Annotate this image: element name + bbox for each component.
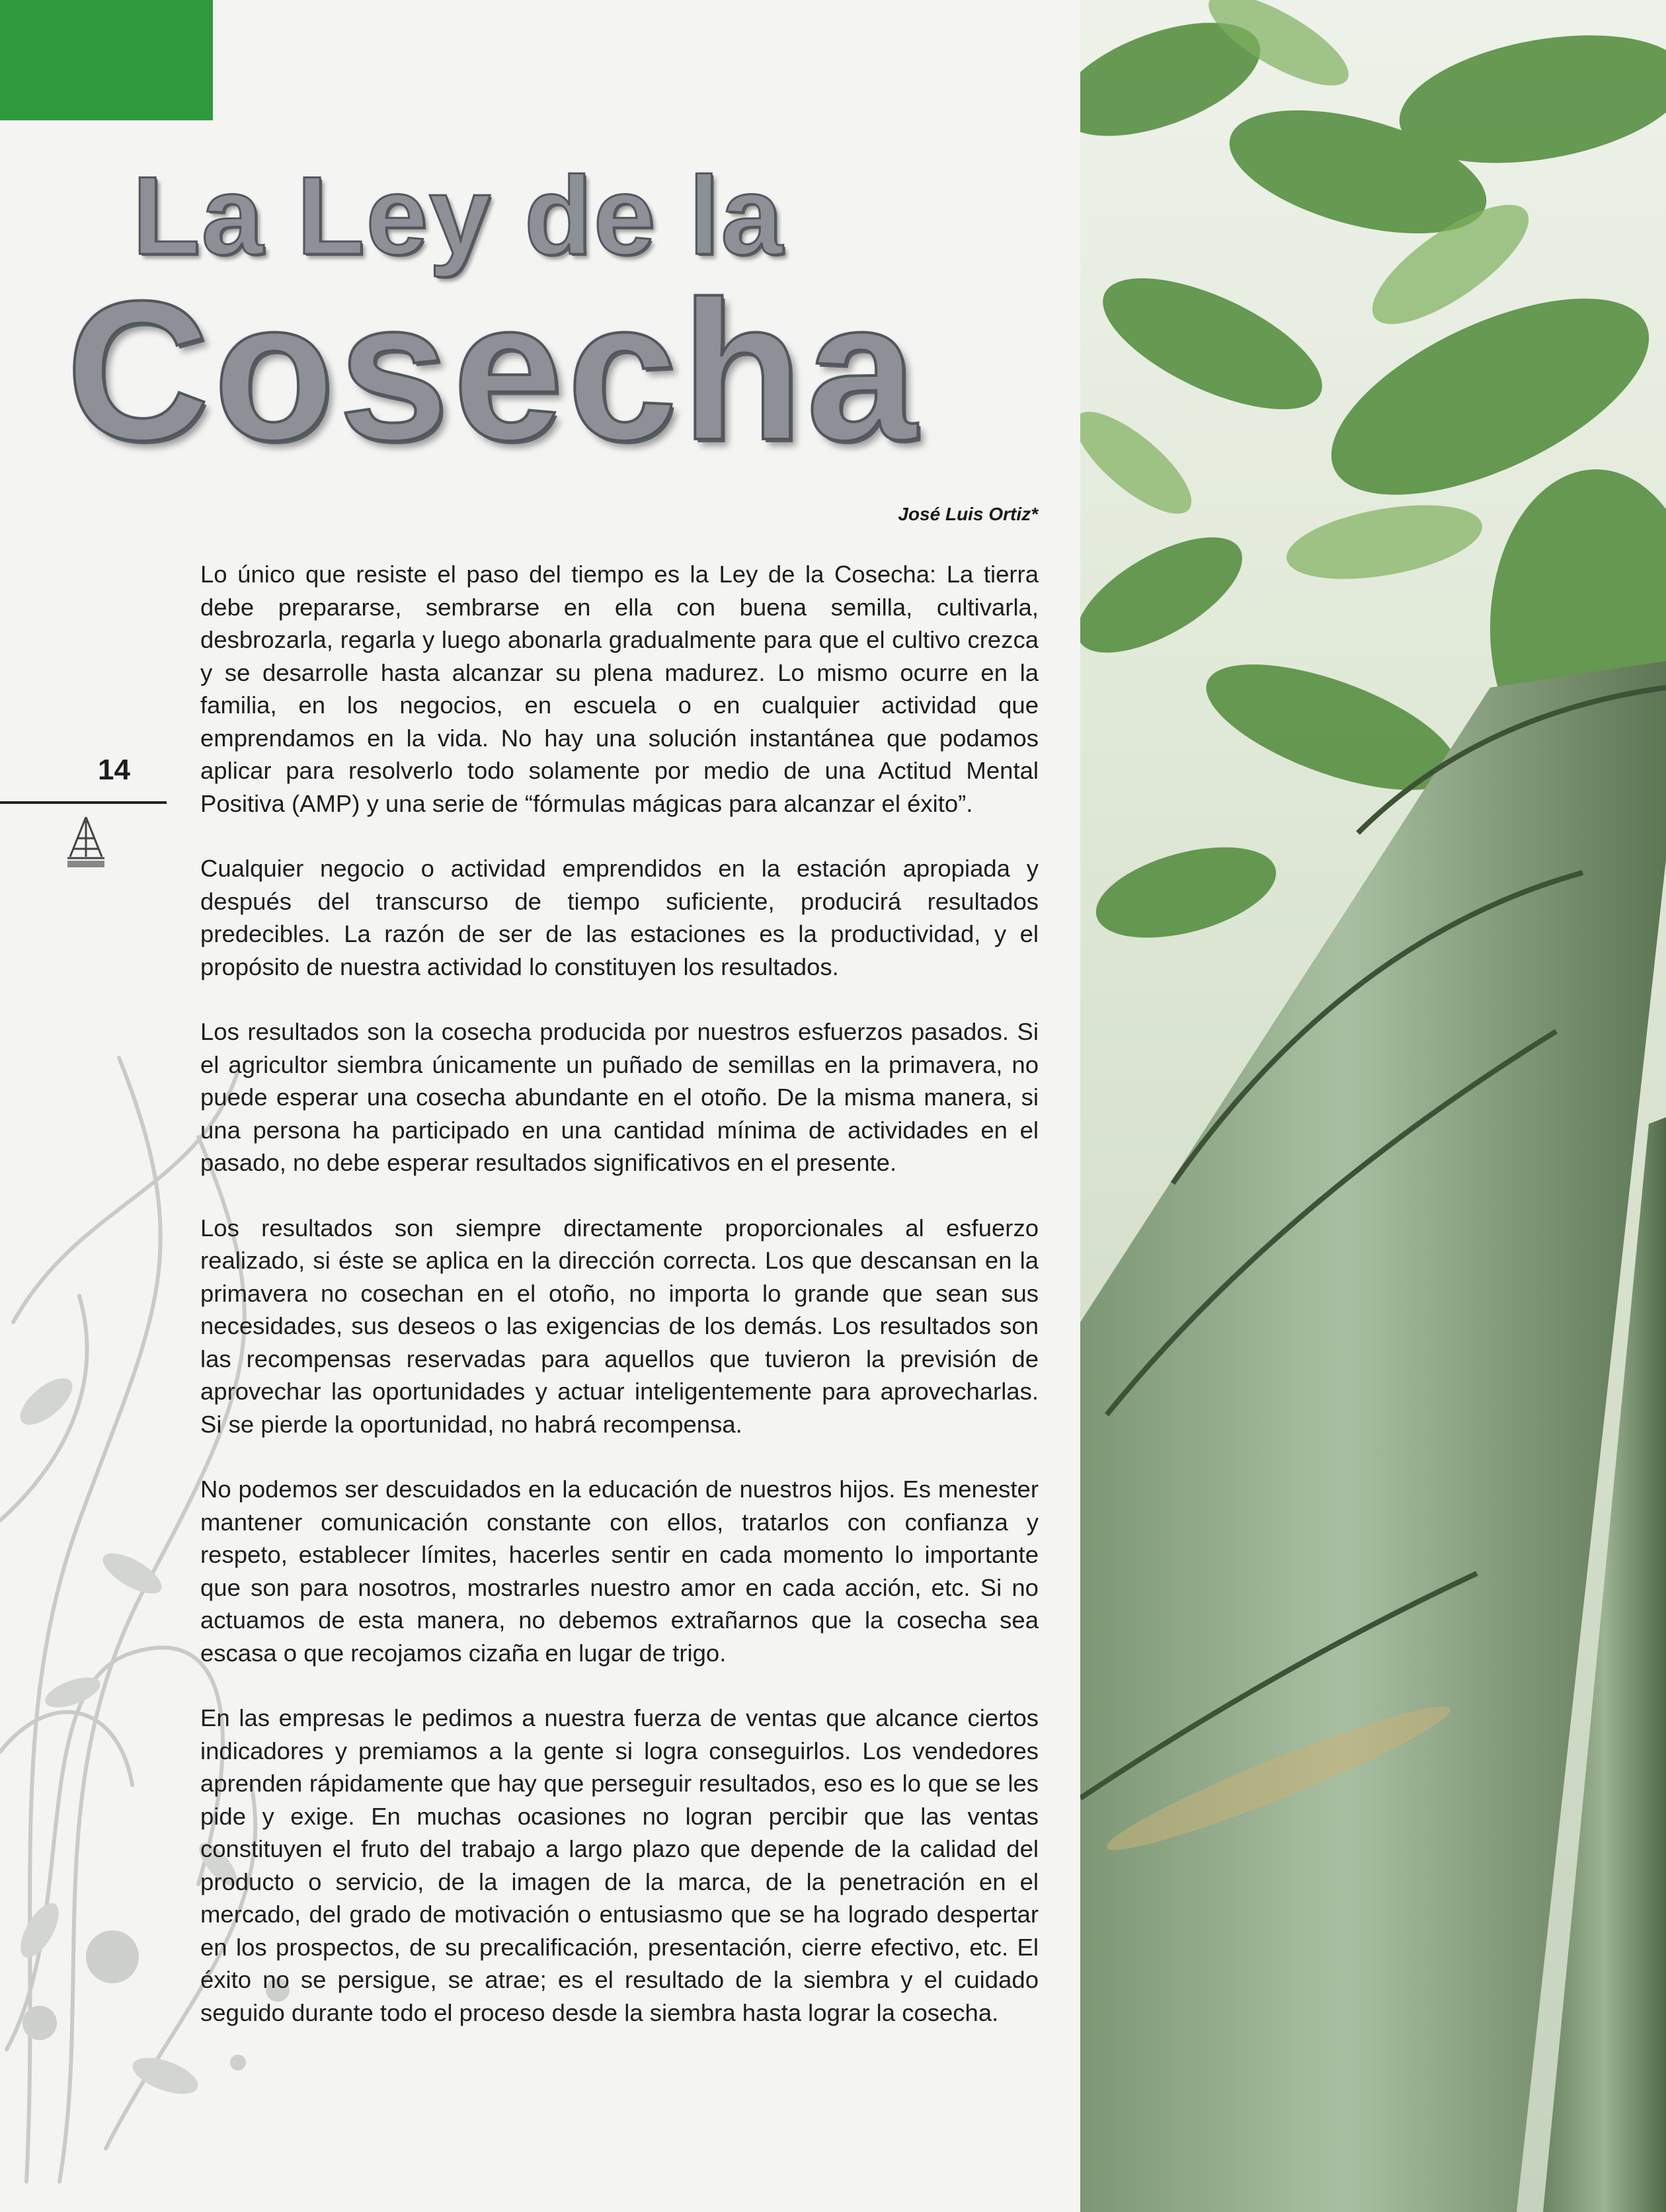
paragraph: Cualquier negocio o actividad emprendidos en la estación apropiada y después del transcurso de tiempo suficiente, producirá resultados predecibles. La razón de ser de las estaciones es la productividad, y el propósito de nuestra actividad lo constituyen los resultados. <box>200 855 1039 980</box>
paragraph: En las empresas le pedimos a nuestra fuerza de ventas que alcance ciertos indicadores y premiamos a la gente si logra conseguirlos. Los vendedores aprenden rápidamente que hay que perseguir resultados, eso es lo que se les pide y exige. En muchas ocasiones no logran percibir que las ventas constituyen el fruto del trabajo a largo plazo que depende de la calidad del producto o servicio, de la imagen de la marca, de la penetración en el mercado, del grado de motivación o entusiasmo que se ha logrado despertar en los prospectos, de su precalificación, presentación, cierre efectivo, etc. El éxito no se persigue, se atrae; es el resultado de la siembra y el cuidado seguido durante todo el proceso desde la siembra hasta lograr la cosecha. <box>200 1704 1039 2026</box>
article-title-line2: Cosecha <box>66 259 921 481</box>
article-title-line1: La Ley de la <box>132 153 784 278</box>
margin-divider <box>0 801 167 804</box>
paragraph: Lo único que resiste el paso del tiempo es la Ley de la Cosecha: La tierra debe prepararse, sembrarse en ella con buena semilla, cultivarla, desbrozarla, regarla y luego abonarla gradualmente para que el cultivo crezca y se desarrolle hasta alcanzar su plena madurez. Lo mismo ocurre en la familia, en los negocios, en escuela o en cualquier actividad que emprendamos en la vida. No hay una solución instantánea que podamos aplicar para resolverlo todo solamente por medio de una Actitud Mental Positiva (AMP) y una serie de “fórmulas mágicas para alcanzar el éxito”. <box>200 561 1039 817</box>
imedal-logo <box>66 814 106 870</box>
article-body <box>200 558 1039 2061</box>
bamboo-photo <box>1080 0 1666 2212</box>
paragraph: Los resultados son la cosecha producida por nuestros esfuerzos pasados. Si el agricultor siembra únicamente un puñado de semillas en la primavera, no puede esperar una cosecha abundante en el otoño. De la misma manera, si una persona ha participado en una cantidad mínima de actividades en el pasado, no debe esperar resultados significativos en el presente. <box>200 1018 1039 1176</box>
author-byline: José Luis Ortiz* <box>898 504 1038 524</box>
paragraph: No podemos ser descuidados en la educación de nuestros hijos. Es menester mantener comunicación constante con ellos, tratarlos con confianza y respeto, establecer límites, hacerles sentir en cada momento lo importante que son para nosotros, mostrarles nuestro amor en cada acción, etc. Si no actuamos de esta manera, no debemos extrañarnos que la cosecha sea escasa o que recojamos cizaña en lugar de trigo. <box>200 1476 1039 1667</box>
green-corner-block <box>0 0 213 120</box>
paragraph: Los resultados son siempre directamente proporcionales al esfuerzo realizado, si éste se aplica en la dirección correcta. Los que descansan en la primavera no cosechan en el otoño, no importa lo grande que sean sus necesidades, sus deseos o las exigencias de los demás. Los resultados son las recompensas reservadas para aquellos que tuvieron la previsión de aprovechar las oportunidades y actuar inteligentemente para aprovecharlas. Si se pierde la oportunidad, no habrá recompensa. <box>200 1214 1039 1438</box>
page-number: 14 <box>98 754 130 786</box>
